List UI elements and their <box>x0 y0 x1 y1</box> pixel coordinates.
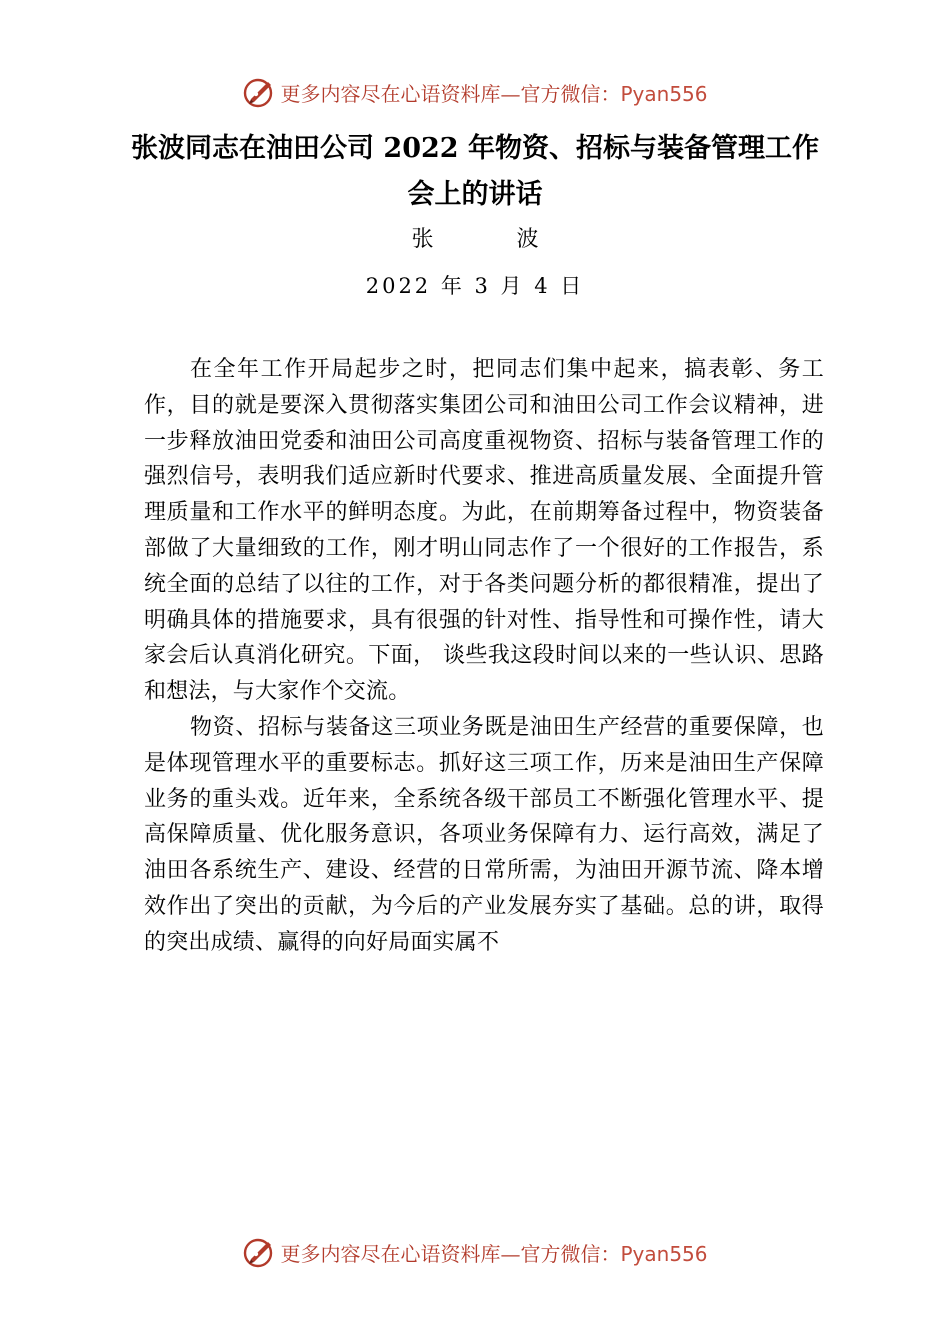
watermark-text <box>280 1238 707 1267</box>
document-title: 张波同志在油田公司 2022 年物资、招标与装备管理工作会上的讲话 <box>131 133 819 210</box>
watermark-text <box>280 78 707 107</box>
document-date: 2022 年 3 月 4 日 <box>365 274 585 298</box>
watermark-banner-top <box>0 72 950 112</box>
watermark-slogan: 更多内容尽在心语资料库—官方微信： <box>280 1241 621 1266</box>
watermark-slogan: 更多内容尽在心语资料库—官方微信： <box>280 81 621 106</box>
body-paragraph-2: 物资、招标与装备这三项业务既是油田生产经营的重要保障，也是体现管理水平的重要标志。抓好这三项工作，历来是油田生产保障业务的重头戏。近年来，全系统各级干部员工不断强化管理水平、提高保障质量、优化服务意识，各项业务保障有力、运行高效，满足了油田各系统生产、建设、经营的日常所需，为油田开源节流、降本增效作出了突出的贡献，为今后的产业发展夯实了基础。总的讲，取得的突出成绩、赢得的向好局面实属不 <box>144 714 824 955</box>
pen-logo-icon <box>242 75 276 109</box>
watermark-wechat-id: Pyan556 <box>620 81 708 106</box>
watermark-banner-bottom <box>0 1232 950 1272</box>
document-author: 张 波 <box>411 227 577 252</box>
watermark-wechat-id: Pyan556 <box>620 1241 708 1266</box>
document-body <box>144 352 824 961</box>
body-paragraph-1: 在全年工作开局起步之时，把同志们集中起来，搞表彰、务工作，目的就是要深入贯彻落实集团公司和油田公司工作会议精神，进一步释放油田党委和油田公司高度重视物资、招标与装备管理工作的强烈信号，表明我们适应新时代要求、推进高质量发展、全面提升管理质量和工作水平的鲜明态度。为此，在前期筹备过程中，物资装备部做了大量细致的工作，刚才明山同志作了一个很好的工作报告，系统全面的总结了以往的工作，对于各类问题分析的都很精准，提出了明确具体的措施要求，具有很强的针对性、指导性和可操作性，请大家会后认真消化研究。下面， 谈些我这段时间以来的一些认识、思路和想法，与大家作个交流。 <box>144 357 824 705</box>
pen-logo-icon <box>242 1235 276 1269</box>
